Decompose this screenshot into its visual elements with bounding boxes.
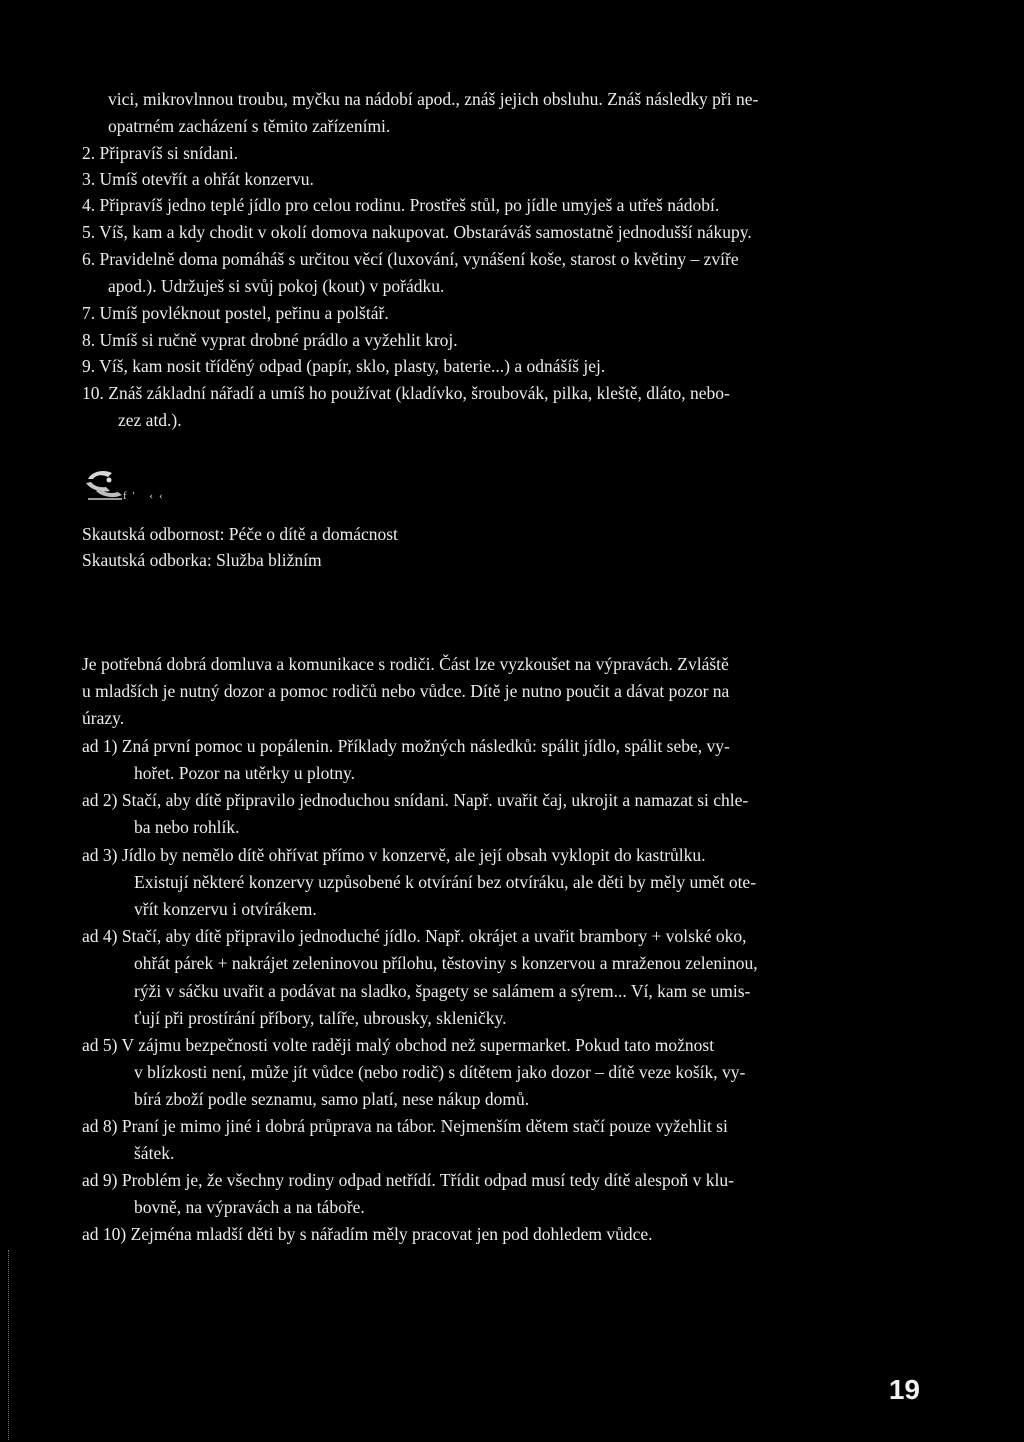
list-item-5: 5. Víš, kam a kdy chodit v okolí domova nakupovat. Obstaráváš samostatně jednodušší nákupy.: [82, 222, 752, 242]
note-line: ohřát párek + nakrájet zeleninovou přílohu, těstoviny s konzervou a mraženou zeleninou,: [134, 953, 758, 973]
note-line: šátek.: [134, 1143, 175, 1163]
scan-edge-mark: [8, 1250, 11, 1440]
list-item-2: 2. Připravíš si snídani.: [82, 143, 239, 163]
emblem-marks: f' ‹‹: [123, 490, 169, 502]
note-line: u mladších je nutný dozor a pomoc rodičů nebo vůdce. Dítě je nutno poučit a dávat pozor na: [82, 681, 730, 701]
note-ad-4: ad 4) Stačí, aby dítě připravilo jednoduché jídlo. Např. okrájet a uvařit brambory + volské oko,: [82, 926, 747, 946]
note-line: bovně, na výpravách a na táboře.: [134, 1197, 365, 1217]
note-line: ba nebo rohlík.: [134, 817, 240, 837]
note-ad-1: ad 1) Zná první pomoc u popálenin. Příklady možných následků: spálit jídlo, spálit sebe, vy-: [82, 736, 730, 756]
note-ad-9: ad 9) Problém je, že všechny rodiny odpad netřídí. Třídit odpad musí tedy dítě alespoň v klu-: [82, 1170, 734, 1190]
list-item-4: 4. Připravíš jedno teplé jídlo pro celou rodinu. Prostřeš stůl, po jídle umyješ a utřeš nádobí.: [82, 195, 720, 215]
page-number: 19: [888, 1374, 920, 1405]
odbornost-heading: Skautská odbornost: Péče o dítě a domácnost: [82, 524, 398, 544]
list-item-6: 6. Pravidelně doma pomáháš s určitou věcí (luxování, vynášení koše, starost o květiny – zvíře: [82, 249, 739, 269]
note-line: bírá zboží podle seznamu, samo platí, nese nákup domů.: [134, 1089, 530, 1109]
note-line: Je potřebná dobrá domluva a komunikace s rodiči. Část lze vyzkoušet na výpravách. Zvláště: [82, 654, 729, 674]
list-item-3: 3. Umíš otevřít a ohřát konzervu.: [82, 169, 314, 189]
note-ad-3: ad 3) Jídlo by nemělo dítě ohřívat přímo v konzervě, ale její obsah vyklopit do kastrůlku.: [82, 845, 706, 865]
note-line: Existují některé konzervy uzpůsobené k otvírání bez otvíráku, ale děti by měly umět ote-: [134, 872, 757, 892]
note-ad-10: ad 10) Zejména mladší děti by s nářadím měly pracovat jen pod dohledem vůdce.: [82, 1224, 653, 1244]
note-line: úrazy.: [82, 708, 125, 728]
odborka-heading: Skautská odborka: Služba bližním: [82, 550, 322, 570]
list-line: zez atd.).: [118, 410, 182, 430]
note-ad-8: ad 8) Praní je mimo jiné i dobrá průprava na tábor. Nejmenším dětem stačí pouze vyžehlit si: [82, 1116, 728, 1136]
note-ad-5: ad 5) V zájmu bezpečnosti volte raději malý obchod než supermarket. Pokud tato možnost: [82, 1035, 715, 1055]
note-ad-2: ad 2) Stačí, aby dítě připravilo jednoduchou snídani. Např. uvařit čaj, ukrojit a namazat si chle-: [82, 790, 749, 810]
note-line: hořet. Pozor na utěrky u plotny.: [134, 763, 355, 783]
scout-emblem-icon: [82, 465, 140, 509]
list-line: opatrném zacházení s těmito zařízeními.: [108, 116, 391, 136]
note-line: v blízkosti není, může jít vůdce (nebo rodič) s dítětem jako dozor – dítě veze košík, vy-: [134, 1062, 746, 1082]
note-line: vřít konzervu i otvírákem.: [134, 899, 317, 919]
note-line: ťují při prostírání příbory, talíře, ubrousky, skleničky.: [134, 1008, 507, 1028]
note-line: rýži v sáčku uvařit a podávat na sladko, špagety se salámem a sýrem... Ví, kam se umis-: [134, 981, 751, 1001]
list-item-9: 9. Víš, kam nosit tříděný odpad (papír, sklo, plasty, baterie...) a odnášíš jej.: [82, 356, 606, 376]
list-item-10: 10. Znáš základní nářadí a umíš ho používat (kladívko, šroubovák, pilka, kleště, dláto, nebo-: [82, 383, 730, 403]
list-line: vici, mikrovlnnou troubu, myčku na nádobí apod., znáš jejich obsluhu. Znáš následky při ne-: [108, 89, 759, 109]
list-item-8: 8. Umíš si ručně vyprat drobné prádlo a vyžehlit kroj.: [82, 330, 458, 350]
list-item-7: 7. Umíš povléknout postel, peřinu a polštář.: [82, 303, 389, 323]
list-line: apod.). Udržuješ si svůj pokoj (kout) v pořádku.: [108, 276, 445, 296]
